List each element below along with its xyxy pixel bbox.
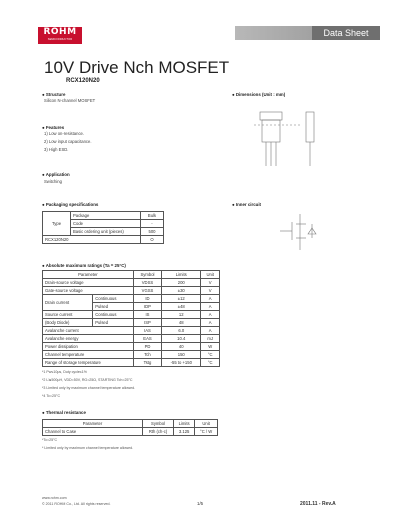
- table-header: Limits: [162, 271, 201, 279]
- revision: 2011.11 - Rev.A: [300, 501, 336, 507]
- table-row: [43, 428, 218, 436]
- features-heading: ● Features: [42, 125, 65, 130]
- thermal-note: * Limited only by maximum channel temperature allowed.: [42, 446, 134, 450]
- table-row: [43, 343, 220, 351]
- table-cell: Continuous: [93, 311, 134, 319]
- page-number: 1/5: [197, 501, 204, 506]
- application-text: Switching: [44, 179, 62, 184]
- abs-max-note: *1 Pw≤10μs, Duty cycle≤1%: [42, 370, 87, 374]
- table-cell: Channel temperature: [43, 351, 134, 359]
- table-cell: A: [201, 319, 220, 327]
- feature-item: 1) Low on-resistance.: [44, 131, 85, 136]
- table-cell: -55 to +150: [162, 359, 201, 367]
- table-cell: 10.4: [162, 335, 201, 343]
- table-cell: ISP: [133, 319, 161, 327]
- header-bar: [235, 26, 380, 40]
- table-cell: O: [141, 236, 164, 244]
- thermal-note: *Tc=25°C: [42, 438, 58, 442]
- table-cell: Pulsed: [93, 303, 134, 311]
- table-cell: IDP: [133, 303, 161, 311]
- dimensions-heading: ● Dimensions (Unit : mm): [232, 92, 286, 97]
- table-cell: W: [201, 343, 220, 351]
- table-cell: Code: [71, 220, 141, 228]
- table-cell: Power dissipation: [43, 343, 134, 351]
- part-number: RCX120N20: [66, 78, 100, 84]
- table-cell: ±30: [162, 287, 201, 295]
- table-cell: A: [201, 295, 220, 303]
- table-cell: Channel to Case: [43, 428, 143, 436]
- table-row: [43, 287, 220, 295]
- table-cell: ±48: [162, 303, 201, 311]
- table-row: [43, 359, 220, 367]
- table-cell: A: [201, 311, 220, 319]
- table-cell: Package: [71, 212, 141, 220]
- feature-item: 3) High ESD.: [44, 147, 69, 152]
- table-cell: Basic ordering unit (pieces): [71, 228, 141, 236]
- footer-copyright: © 2011 ROHM Co., Ltd. All rights reserved.: [42, 502, 111, 506]
- logo-brand: ROHM: [43, 27, 77, 37]
- table-cell: 500: [141, 228, 164, 236]
- header: [0, 0, 400, 56]
- inner-circuit-diagram: [240, 210, 360, 270]
- application-heading-text: Application: [45, 172, 70, 177]
- table-cell: °C / W: [195, 428, 218, 436]
- table-cell: Type: [43, 212, 71, 236]
- abs-max-heading-text: Absolute maximum ratings (Ta = 25°C): [45, 263, 126, 268]
- table-cell: EAS: [133, 335, 161, 343]
- table-cell: mJ: [201, 335, 220, 343]
- table-header: Parameter: [43, 271, 134, 279]
- table-row: [43, 236, 164, 244]
- table-row: [43, 319, 220, 327]
- table-header: Symbol: [133, 271, 161, 279]
- table-cell: IS: [133, 311, 161, 319]
- table-cell: Avalanche energy: [43, 335, 134, 343]
- footer: [42, 495, 111, 507]
- rohm-logo: [38, 27, 82, 44]
- table-header: Parameter: [43, 420, 143, 428]
- packaging-heading: ● Packaging specifications: [42, 202, 99, 207]
- dimensions-heading-text: Dimensions (Unit : mm): [235, 92, 286, 97]
- page-title: 10V Drive Nch MOSFET: [44, 58, 230, 77]
- table-cell: 3.125: [174, 428, 195, 436]
- table-cell: Pulsed: [93, 319, 134, 327]
- table-row: [43, 335, 220, 343]
- table-cell: V: [201, 287, 220, 295]
- table-cell: -: [141, 220, 164, 228]
- table-row: [43, 327, 220, 335]
- thermal-heading-text: Thermal resistance: [45, 410, 86, 415]
- structure-text: Silicon N-channel MOSFET: [44, 98, 96, 103]
- feature-item: 2) Low input capacitance.: [44, 139, 92, 144]
- table-header: Symbol: [143, 420, 174, 428]
- table-row: [43, 311, 220, 319]
- application-heading: ● Application: [42, 172, 70, 177]
- table-cell: (Body Diode): [43, 319, 93, 327]
- table-row: [43, 279, 220, 287]
- structure-heading-text: Structure: [45, 92, 66, 97]
- table-cell: RCX120N20: [43, 236, 141, 244]
- thermal-table: [42, 419, 218, 436]
- table-cell: Rth (ch-c): [143, 428, 174, 436]
- table-row: [43, 295, 220, 303]
- abs-max-note: *4 Tc=25°C: [42, 394, 61, 398]
- table-cell: ID: [133, 295, 161, 303]
- abs-max-note: *2 L≒500μH, VDD=50V, RG=25Ω, STARTING Tch=25°C: [42, 378, 133, 382]
- table-header-row: [43, 420, 218, 428]
- abs-max-heading: ● Absolute maximum ratings (Ta = 25°C): [42, 263, 126, 268]
- table-cell: VGSS: [133, 287, 161, 295]
- inner-circuit-heading-text: Inner circuit: [235, 202, 262, 207]
- table-cell: IAS: [133, 327, 161, 335]
- table-cell: 40: [162, 343, 201, 351]
- table-cell: Bulk: [141, 212, 164, 220]
- datasheet-tag: Data Sheet: [312, 26, 380, 40]
- table-cell: 12: [162, 311, 201, 319]
- table-cell: Source current: [43, 311, 93, 319]
- logo-subtitle: SEMICONDUCTOR: [47, 38, 73, 41]
- table-cell: 6.0: [162, 327, 201, 335]
- packaging-table: [42, 211, 164, 244]
- abs-max-table: [42, 270, 220, 367]
- structure-heading: ● Structure: [42, 92, 66, 97]
- table-cell: Drain-source voltage: [43, 279, 134, 287]
- table-header: Unit: [195, 420, 218, 428]
- table-cell: Drain current: [43, 295, 93, 311]
- table-header: Unit: [201, 271, 220, 279]
- table-row: [43, 351, 220, 359]
- table-cell: 150: [162, 351, 201, 359]
- table-cell: 200: [162, 279, 201, 287]
- table-cell: A: [201, 327, 220, 335]
- table-cell: A: [201, 303, 220, 311]
- table-header: Limits: [174, 420, 195, 428]
- table-cell: VDSS: [133, 279, 161, 287]
- table-cell: 48: [162, 319, 201, 327]
- table-cell: PD: [133, 343, 161, 351]
- table-cell: ±12: [162, 295, 201, 303]
- table-cell: Range of storage temperature: [43, 359, 134, 367]
- footer-website: www.rohm.com: [42, 496, 67, 500]
- thermal-heading: ● Thermal resistance: [42, 410, 86, 415]
- packaging-heading-text: Packaging specifications: [45, 202, 99, 207]
- table-cell: Tch: [133, 351, 161, 359]
- table-cell: Gate-source voltage: [43, 287, 134, 295]
- table-cell: Continuous: [93, 295, 134, 303]
- table-row: [43, 212, 164, 220]
- table-cell: Avalanche current: [43, 327, 134, 335]
- table-header-row: [43, 271, 220, 279]
- table-cell: °C: [201, 359, 220, 367]
- table-cell: V: [201, 279, 220, 287]
- abs-max-note: *3 Limited only by maximum channel temperature allowed.: [42, 386, 136, 390]
- features-heading-text: Features: [45, 125, 65, 130]
- table-cell: Tstg: [133, 359, 161, 367]
- table-cell: °C: [201, 351, 220, 359]
- inner-circuit-heading: ● Inner circuit: [232, 202, 262, 207]
- package-dimension-drawing: [240, 100, 360, 190]
